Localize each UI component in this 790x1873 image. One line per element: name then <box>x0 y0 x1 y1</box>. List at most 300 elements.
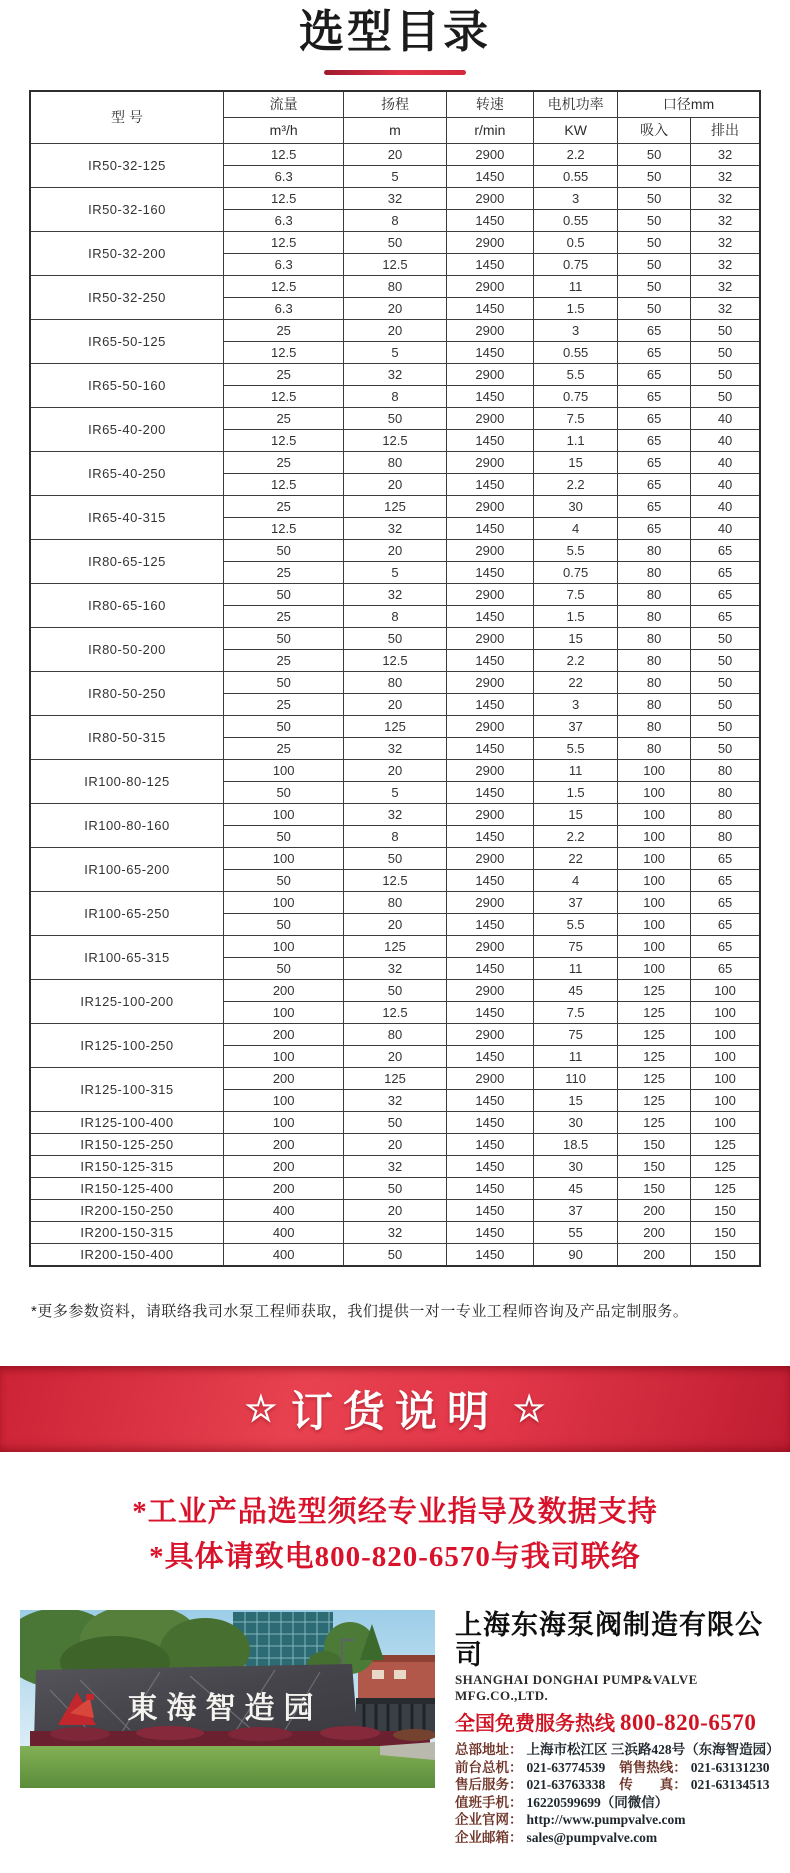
contact-value: 021-63134513 <box>690 1777 770 1792</box>
spec-cell: 1.5 <box>534 782 618 804</box>
spec-cell: 1450 <box>446 870 534 892</box>
unit-power: KW <box>534 118 618 144</box>
table-row <box>30 232 760 254</box>
contact-value: 021-63774539 <box>526 1759 606 1775</box>
slogan-line: *具体请致电800-820-6570与我司联络 <box>149 1541 641 1573</box>
spec-cell: 50 <box>344 232 446 254</box>
spec-cell: 100 <box>618 870 691 892</box>
spec-cell: 1450 <box>446 166 534 188</box>
spec-cell: 50 <box>618 144 691 166</box>
spec-cell: 1450 <box>446 826 534 848</box>
spec-cell: 1450 <box>446 342 534 364</box>
contact-pair <box>455 1830 657 1845</box>
spec-cell: 32 <box>344 188 446 210</box>
spec-cell: 1450 <box>446 1112 534 1134</box>
spec-cell: 50 <box>223 716 343 738</box>
spec-cell: 100 <box>618 958 691 980</box>
page-title: 选型目录 <box>298 6 491 57</box>
spec-cell: 65 <box>691 540 760 562</box>
contact-pair <box>455 1777 605 1792</box>
table-row <box>30 892 760 914</box>
spec-cell: 80 <box>618 738 691 760</box>
spec-cell: 6.3 <box>223 254 343 276</box>
spec-cell: 2.2 <box>534 826 618 848</box>
unit-speed: r/min <box>446 118 534 144</box>
spec-cell: 1450 <box>446 782 534 804</box>
contact-label: 企业邮箱： <box>455 1829 523 1845</box>
spec-cell: 32 <box>691 232 760 254</box>
spec-cell: 125 <box>618 1112 691 1134</box>
spec-cell: 50 <box>691 738 760 760</box>
model-cell: IR80-50-315 <box>30 716 223 760</box>
contact-label: 企业官网： <box>455 1812 523 1827</box>
table-row <box>30 1134 760 1156</box>
col-header-head: 扬程 <box>344 91 446 118</box>
service-hotline <box>455 1711 770 1736</box>
spec-cell: 25 <box>223 452 343 474</box>
spec-cell: 1.5 <box>534 298 618 320</box>
spec-cell: 100 <box>691 980 760 1002</box>
spec-cell: 25 <box>223 738 343 760</box>
model-cell: IR125-100-250 <box>30 1024 223 1068</box>
spec-cell: 65 <box>618 408 691 430</box>
model-cell: IR200-150-250 <box>30 1200 223 1222</box>
spec-cell: 80 <box>691 760 760 782</box>
spec-cell: 150 <box>691 1244 760 1267</box>
spec-cell: 65 <box>618 342 691 364</box>
table-header-row <box>30 91 760 118</box>
spec-cell: 12.5 <box>344 870 446 892</box>
spec-cell: 25 <box>223 606 343 628</box>
spec-cell: 50 <box>344 848 446 870</box>
spec-cell: 125 <box>618 1002 691 1024</box>
spec-cell: 1450 <box>446 1156 534 1178</box>
spec-cell: 65 <box>691 892 760 914</box>
spec-cell: 50 <box>223 958 343 980</box>
spec-cell: 100 <box>618 826 691 848</box>
spec-cell: 0.55 <box>534 342 618 364</box>
spec-cell: 2900 <box>446 364 534 386</box>
spec-cell: 125 <box>344 496 446 518</box>
spec-cell: 55 <box>534 1222 618 1244</box>
spec-cell: 30 <box>534 496 618 518</box>
selection-table <box>29 90 761 1267</box>
email-link[interactable]: sales@pumpvalve.com <box>526 1829 658 1845</box>
star-icon: ☆ <box>513 1388 546 1429</box>
spec-cell: 200 <box>223 1068 343 1090</box>
spec-cell: 80 <box>344 1024 446 1046</box>
model-cell: IR150-125-250 <box>30 1134 223 1156</box>
factory-photo-art <box>20 1610 435 1788</box>
spec-cell: 1450 <box>446 1244 534 1267</box>
company-name-cn: 上海东海泵阀制造有限公司 <box>455 1610 763 1670</box>
spec-cell: 50 <box>618 254 691 276</box>
spec-cell: 100 <box>691 1046 760 1068</box>
spec-cell: 2900 <box>446 848 534 870</box>
spec-cell: 1450 <box>446 606 534 628</box>
spec-cell: 32 <box>344 518 446 540</box>
spec-cell: 400 <box>223 1200 343 1222</box>
spec-cell: 125 <box>344 1068 446 1090</box>
company-name-en: SHANGHAI DONGHAI PUMP&VALVE MFG.CO.,LTD. <box>455 1672 698 1703</box>
spec-cell: 5 <box>344 782 446 804</box>
spec-cell: 12.5 <box>344 254 446 276</box>
spec-cell: 7.5 <box>534 1002 618 1024</box>
spec-cell: 65 <box>618 320 691 342</box>
table-row <box>30 320 760 342</box>
spec-cell: 50 <box>223 672 343 694</box>
model-cell: IR100-65-250 <box>30 892 223 936</box>
contact-line <box>455 1759 770 1777</box>
spec-cell: 125 <box>691 1156 760 1178</box>
spec-cell: 125 <box>618 980 691 1002</box>
spec-cell: 125 <box>618 1090 691 1112</box>
spec-cell: 100 <box>691 1090 760 1112</box>
spec-cell: 50 <box>344 628 446 650</box>
spec-cell: 2900 <box>446 584 534 606</box>
table-row <box>30 496 760 518</box>
spec-cell: 2900 <box>446 980 534 1002</box>
spec-cell: 20 <box>344 1046 446 1068</box>
spec-cell: 100 <box>223 1046 343 1068</box>
spec-cell: 3 <box>534 320 618 342</box>
website-link[interactable]: http://www.pumpvalve.com <box>526 1812 686 1827</box>
spec-cell: 20 <box>344 1200 446 1222</box>
spec-cell: 50 <box>691 694 760 716</box>
spec-cell: 37 <box>534 716 618 738</box>
model-cell: IR80-50-250 <box>30 672 223 716</box>
spec-cell: 100 <box>691 1002 760 1024</box>
star-icon: ☆ <box>244 1388 277 1429</box>
contact-line <box>455 1829 770 1847</box>
footnote: *更多参数资料，请联络我司水泵工程师获取，我们提供一对一专业工程师咨询及产品定制服务。 <box>31 1303 689 1320</box>
spec-cell: 1450 <box>446 518 534 540</box>
spec-cell: 150 <box>618 1134 691 1156</box>
model-cell: IR125-100-315 <box>30 1068 223 1112</box>
spec-cell: 1450 <box>446 562 534 584</box>
model-cell: IR125-100-400 <box>30 1112 223 1134</box>
spec-cell: 5.5 <box>534 364 618 386</box>
spec-cell: 125 <box>618 1024 691 1046</box>
spec-cell: 2900 <box>446 936 534 958</box>
spec-cell: 1.1 <box>534 430 618 452</box>
spec-cell: 32 <box>344 958 446 980</box>
table-row <box>30 672 760 694</box>
model-cell: IR200-150-315 <box>30 1222 223 1244</box>
spec-cell: 50 <box>691 386 760 408</box>
spec-cell: 1450 <box>446 298 534 320</box>
spec-cell: 50 <box>618 210 691 232</box>
spec-cell: 37 <box>534 1200 618 1222</box>
model-cell: IR80-65-160 <box>30 584 223 628</box>
spec-cell: 37 <box>534 892 618 914</box>
spec-cell: 50 <box>344 1112 446 1134</box>
lawn <box>20 1746 435 1788</box>
table-row <box>30 716 760 738</box>
spec-cell: 40 <box>691 430 760 452</box>
col-header-discharge: 排出 <box>691 118 760 144</box>
spec-cell: 5 <box>344 562 446 584</box>
spec-cell: 150 <box>691 1222 760 1244</box>
spec-cell: 50 <box>223 870 343 892</box>
contact-line <box>455 1811 770 1829</box>
spec-cell: 200 <box>618 1244 691 1267</box>
spec-cell: 32 <box>691 254 760 276</box>
model-cell: IR65-40-250 <box>30 452 223 496</box>
model-cell: IR100-80-160 <box>30 804 223 848</box>
spec-cell: 80 <box>691 804 760 826</box>
spec-cell: 2900 <box>446 892 534 914</box>
spec-cell: 32 <box>691 298 760 320</box>
table-row <box>30 760 760 782</box>
spec-cell: 150 <box>691 1200 760 1222</box>
spec-cell: 40 <box>691 496 760 518</box>
spec-cell: 1450 <box>446 1090 534 1112</box>
contact-value: 上海市松江区 三浜路428号（东海智造园） <box>526 1742 780 1757</box>
spec-cell: 80 <box>618 628 691 650</box>
spec-cell: 80 <box>618 650 691 672</box>
spec-cell: 50 <box>223 584 343 606</box>
spec-cell: 40 <box>691 408 760 430</box>
spec-cell: 25 <box>223 496 343 518</box>
spec-cell: 65 <box>618 474 691 496</box>
title-block <box>0 4 790 75</box>
spec-cell: 1450 <box>446 430 534 452</box>
spec-cell: 2900 <box>446 1068 534 1090</box>
contact-label: 前台总机： <box>455 1759 523 1775</box>
spec-cell: 20 <box>344 1134 446 1156</box>
table-row <box>30 188 760 210</box>
spec-cell: 12.5 <box>223 342 343 364</box>
spec-cell: 80 <box>618 672 691 694</box>
contact-pair <box>455 1795 668 1810</box>
spec-cell: 50 <box>223 628 343 650</box>
spec-cell: 12.5 <box>223 430 343 452</box>
spec-cell: 65 <box>618 364 691 386</box>
spec-cell: 2900 <box>446 716 534 738</box>
spec-cell: 1450 <box>446 1200 534 1222</box>
col-header-speed: 转速 <box>446 91 534 118</box>
spec-cell: 80 <box>344 892 446 914</box>
spec-cell: 80 <box>618 562 691 584</box>
spec-cell: 0.75 <box>534 562 618 584</box>
table-row <box>30 936 760 958</box>
spec-cell: 22 <box>534 672 618 694</box>
col-header-diameter: 口径mm <box>618 91 760 118</box>
spec-cell: 20 <box>344 914 446 936</box>
spec-cell: 65 <box>691 848 760 870</box>
footer <box>20 1610 780 1846</box>
hotline-label: 全国免费服务热线 <box>455 1713 615 1735</box>
spec-cell: 65 <box>618 496 691 518</box>
spec-cell: 2900 <box>446 1024 534 1046</box>
spec-cell: 65 <box>691 914 760 936</box>
spec-cell: 50 <box>618 298 691 320</box>
table-row <box>30 1200 760 1222</box>
model-cell: IR200-150-400 <box>30 1244 223 1267</box>
spec-cell: 32 <box>344 584 446 606</box>
spec-cell: 125 <box>618 1068 691 1090</box>
model-cell: IR100-80-125 <box>30 760 223 804</box>
spec-cell: 25 <box>223 650 343 672</box>
model-cell: IR50-32-125 <box>30 144 223 188</box>
spec-cell: 200 <box>223 1134 343 1156</box>
spec-cell: 20 <box>344 474 446 496</box>
table-row <box>30 1178 760 1200</box>
spec-cell: 0.75 <box>534 386 618 408</box>
spec-cell: 50 <box>344 1178 446 1200</box>
spec-cell: 2900 <box>446 232 534 254</box>
spec-cell: 80 <box>344 452 446 474</box>
spec-cell: 12.5 <box>223 474 343 496</box>
spec-cell: 45 <box>534 980 618 1002</box>
spec-cell: 75 <box>534 936 618 958</box>
spec-cell: 1450 <box>446 1134 534 1156</box>
spec-cell: 20 <box>344 298 446 320</box>
spec-cell: 8 <box>344 606 446 628</box>
spec-cell: 50 <box>691 628 760 650</box>
contact-line <box>455 1776 770 1794</box>
spec-cell: 125 <box>691 1178 760 1200</box>
spec-cell: 400 <box>223 1244 343 1267</box>
title-underline <box>324 70 466 75</box>
contact-label: 总部地址： <box>455 1742 523 1757</box>
spec-cell: 50 <box>344 408 446 430</box>
spec-cell: 32 <box>691 210 760 232</box>
spec-cell: 15 <box>534 1090 618 1112</box>
spec-cell: 80 <box>344 276 446 298</box>
spec-cell: 200 <box>223 1024 343 1046</box>
spec-cell: 125 <box>344 936 446 958</box>
spec-cell: 150 <box>618 1178 691 1200</box>
spec-cell: 8 <box>344 386 446 408</box>
table-row <box>30 628 760 650</box>
spec-cell: 20 <box>344 320 446 342</box>
spec-cell: 65 <box>618 518 691 540</box>
spec-cell: 1450 <box>446 650 534 672</box>
spec-cell: 0.55 <box>534 210 618 232</box>
spec-cell: 200 <box>618 1200 691 1222</box>
spec-cell: 50 <box>691 364 760 386</box>
model-cell: IR65-50-125 <box>30 320 223 364</box>
spec-cell: 100 <box>618 914 691 936</box>
spec-cell: 5.5 <box>534 540 618 562</box>
spec-cell: 50 <box>691 716 760 738</box>
spec-cell: 65 <box>618 430 691 452</box>
model-cell: IR50-32-200 <box>30 232 223 276</box>
spec-cell: 1450 <box>446 914 534 936</box>
contact-pair <box>455 1812 686 1827</box>
spec-cell: 1450 <box>446 254 534 276</box>
table-row <box>30 1068 760 1090</box>
spec-cell: 50 <box>344 980 446 1002</box>
table-row <box>30 452 760 474</box>
spec-cell: 20 <box>344 144 446 166</box>
spec-cell: 50 <box>691 320 760 342</box>
table-row <box>30 848 760 870</box>
table-row <box>30 804 760 826</box>
spec-cell: 65 <box>618 452 691 474</box>
spec-cell: 50 <box>618 166 691 188</box>
spec-cell: 0.5 <box>534 232 618 254</box>
contact-pair <box>455 1760 605 1775</box>
spec-cell: 12.5 <box>223 144 343 166</box>
spec-cell: 30 <box>534 1156 618 1178</box>
contact-label: 销售热线： <box>619 1759 687 1775</box>
contact-line <box>455 1741 780 1759</box>
spec-cell: 50 <box>344 1244 446 1267</box>
spec-cell: 12.5 <box>223 276 343 298</box>
spec-cell: 100 <box>618 782 691 804</box>
spec-cell: 80 <box>691 782 760 804</box>
spec-cell: 32 <box>344 804 446 826</box>
spec-cell: 150 <box>618 1156 691 1178</box>
spec-cell: 100 <box>223 760 343 782</box>
spec-cell: 1.5 <box>534 606 618 628</box>
spec-cell: 32 <box>691 166 760 188</box>
contact-pair <box>619 1777 769 1792</box>
company-info <box>455 1610 780 1846</box>
spec-cell: 32 <box>344 1156 446 1178</box>
spec-cell: 8 <box>344 826 446 848</box>
spec-cell: 1450 <box>446 474 534 496</box>
spec-cell: 25 <box>223 408 343 430</box>
spec-cell: 100 <box>618 892 691 914</box>
spec-cell: 100 <box>691 1024 760 1046</box>
spec-cell: 11 <box>534 760 618 782</box>
spec-cell: 50 <box>223 826 343 848</box>
model-cell: IR150-125-315 <box>30 1156 223 1178</box>
contact-label: 售后服务： <box>455 1777 523 1792</box>
spec-cell: 3 <box>534 694 618 716</box>
spec-cell: 65 <box>691 870 760 892</box>
spec-cell: 25 <box>223 694 343 716</box>
spec-cell: 75 <box>534 1024 618 1046</box>
model-cell: IR65-50-160 <box>30 364 223 408</box>
col-header-power: 电机功率 <box>534 91 618 118</box>
spec-cell: 20 <box>344 760 446 782</box>
spec-cell: 20 <box>344 694 446 716</box>
spec-cell: 80 <box>691 826 760 848</box>
spec-cell: 50 <box>618 232 691 254</box>
spec-cell: 2900 <box>446 496 534 518</box>
spec-cell: 1450 <box>446 210 534 232</box>
spec-cell: 1450 <box>446 1046 534 1068</box>
table-row <box>30 980 760 1002</box>
spec-cell: 125 <box>344 716 446 738</box>
spec-cell: 25 <box>223 364 343 386</box>
model-cell: IR50-32-160 <box>30 188 223 232</box>
table-row <box>30 144 760 166</box>
spec-cell: 15 <box>534 804 618 826</box>
spec-cell: 125 <box>618 1046 691 1068</box>
spec-cell: 8 <box>344 210 446 232</box>
spec-cell: 12.5 <box>344 1002 446 1024</box>
spec-cell: 50 <box>691 650 760 672</box>
spec-cell: 2900 <box>446 320 534 342</box>
contact-value: 021-63763338 <box>526 1777 606 1792</box>
contact-pair <box>455 1742 780 1757</box>
hotline-number: 800-820-6570 <box>620 1710 757 1735</box>
spec-cell: 50 <box>223 782 343 804</box>
spec-cell: 65 <box>618 386 691 408</box>
spec-cell: 6.3 <box>223 210 343 232</box>
spec-cell: 15 <box>534 628 618 650</box>
spec-cell: 400 <box>223 1222 343 1244</box>
contact-label: 值班手机： <box>455 1794 523 1810</box>
spec-cell: 50 <box>618 188 691 210</box>
spec-cell: 4 <box>534 870 618 892</box>
